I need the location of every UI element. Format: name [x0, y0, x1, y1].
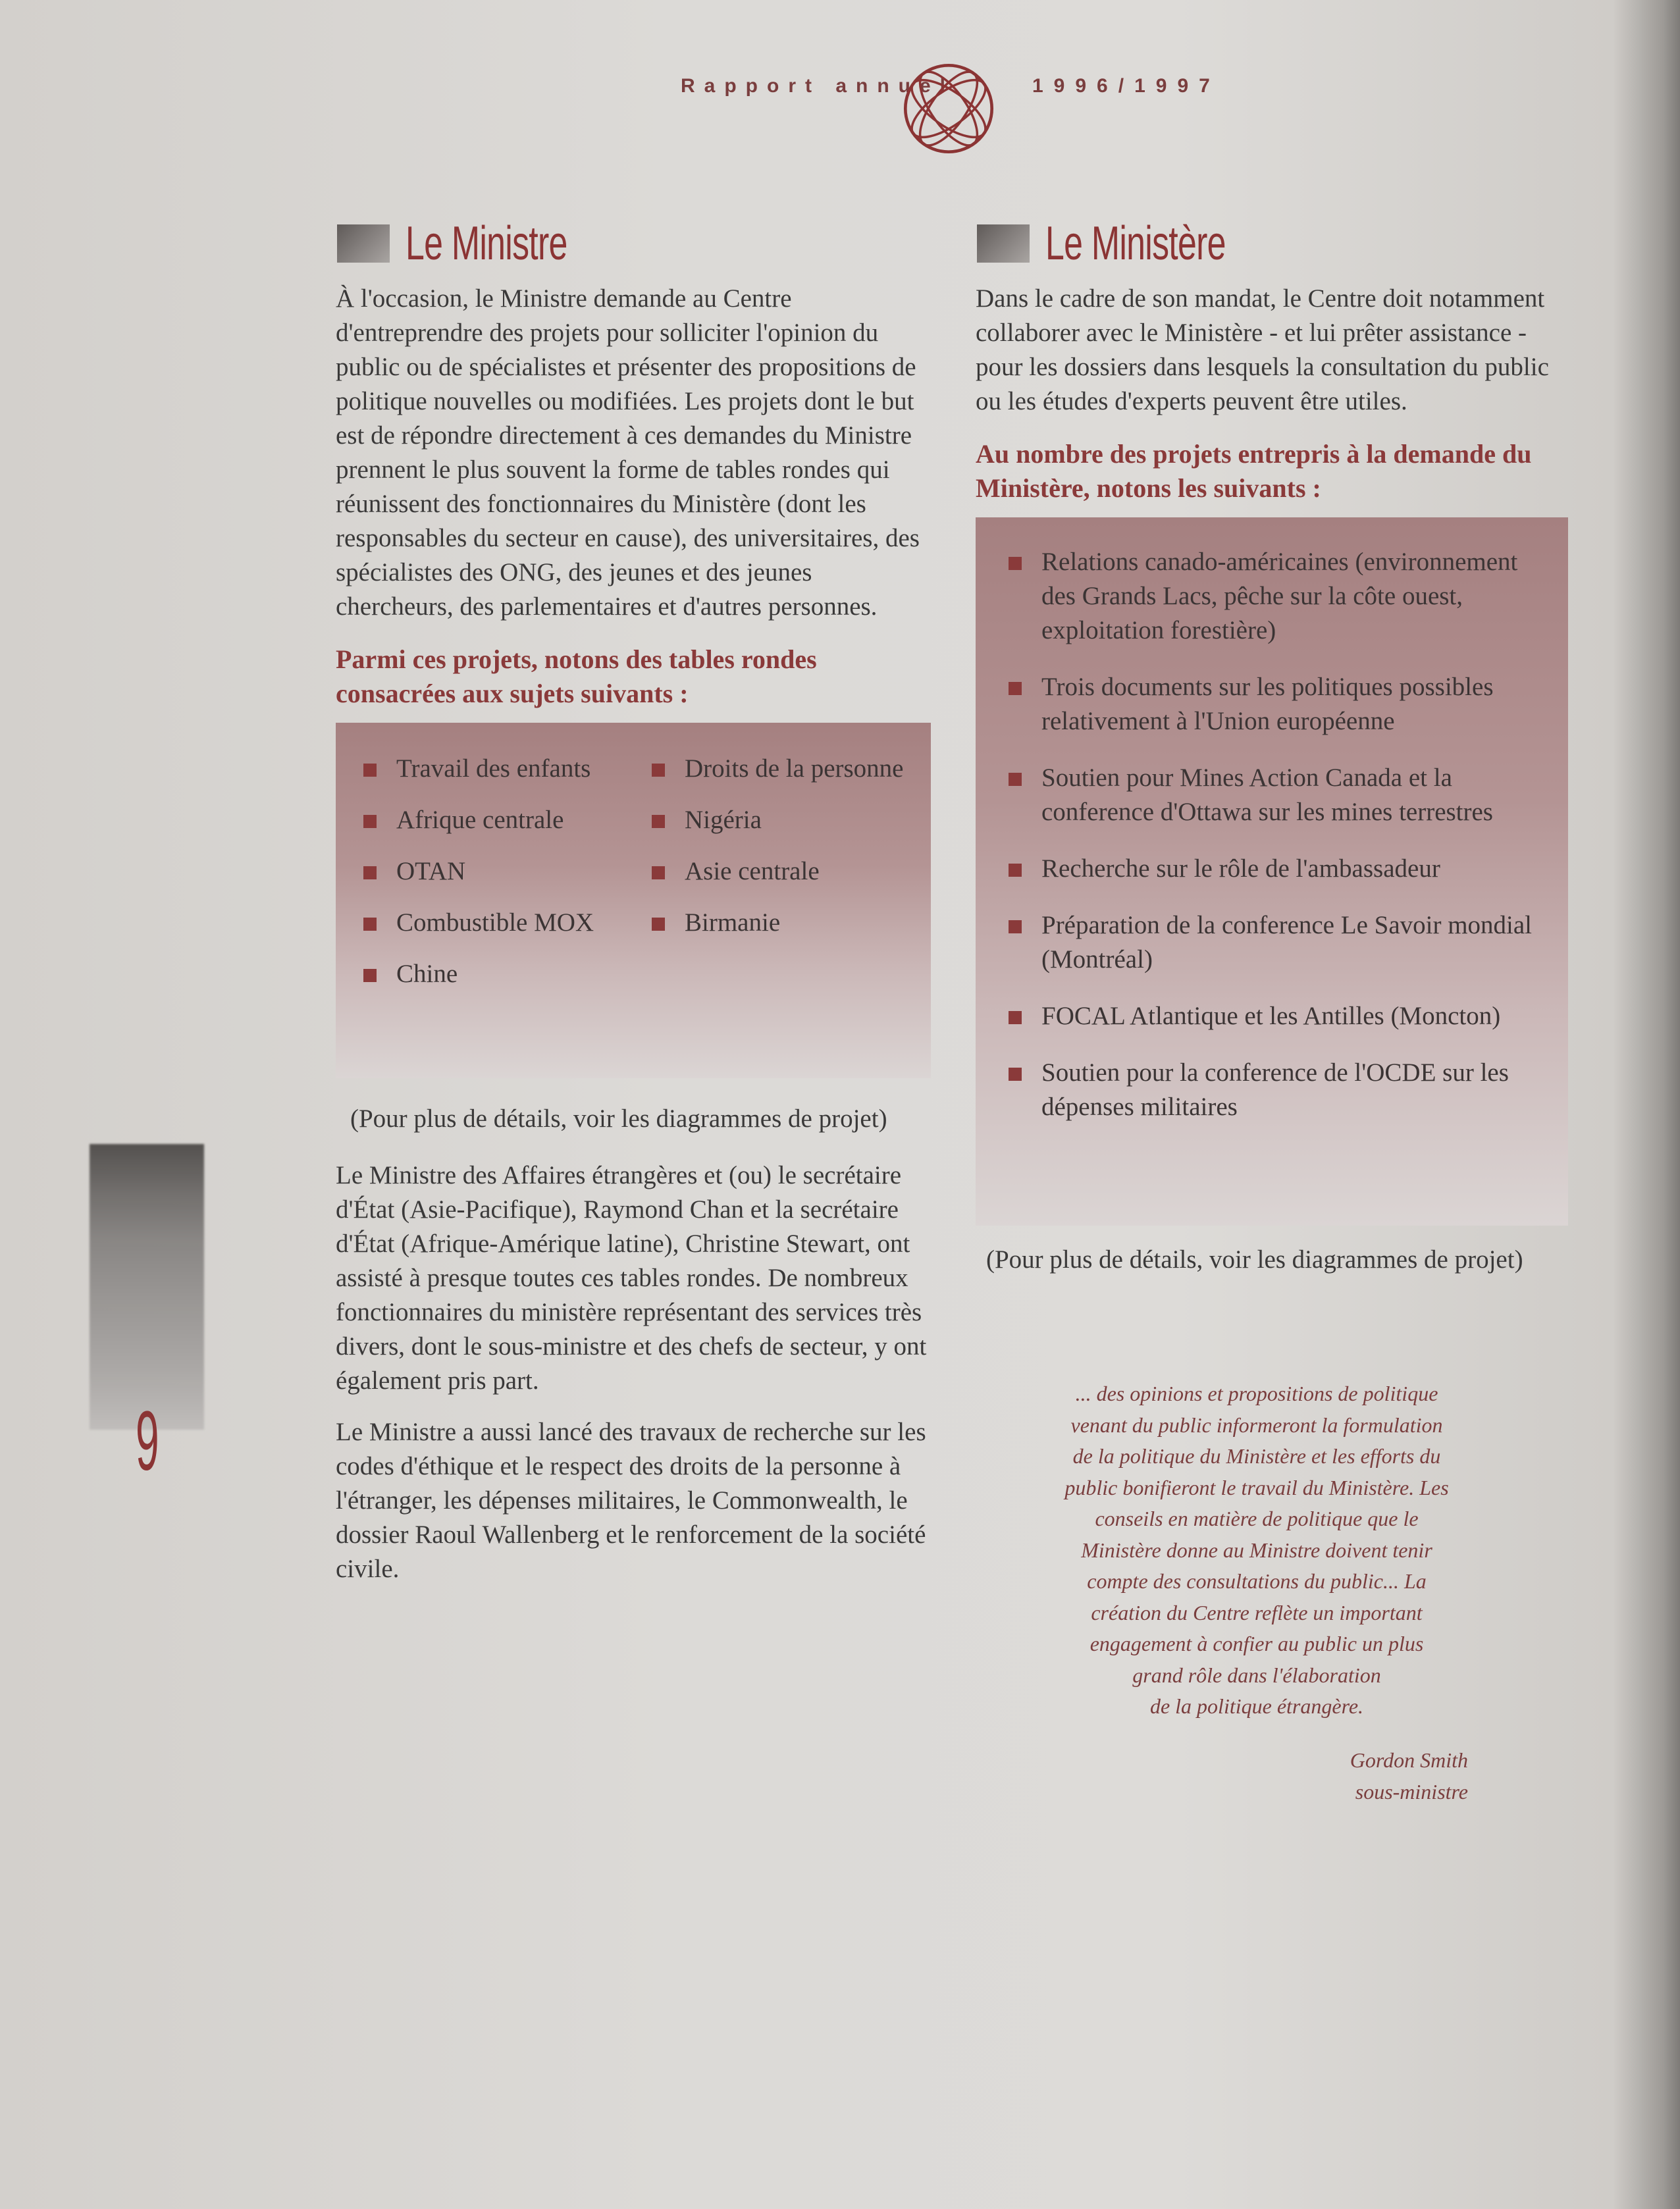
heading-text: Le Ministre [406, 217, 567, 270]
list-item: Birmanie [685, 906, 908, 940]
right-column [976, 211, 1575, 1277]
intro-paragraph: À l'occasion, le Ministre demande au Centre d'entreprendre des projets pour solliciter l'opinion du public ou de spécialistes et présenter des propositions de politique nouvelles ou modifiées. Les projets dont le but est de répondre directement à ces demandes du Ministre prennent le plus souvent la forme de tables rondes qui réunissent des fonctionnaires du Ministère (dont les responsables du secteur en cause), des universitaires, des spécialistes des ONG, des jeunes et des jeunes chercheurs, des parlementaires et d'autres personnes. [336, 284, 920, 621]
quote-line: ... des opinions et propositions de politique [1075, 1382, 1438, 1405]
lead-text: Au nombre des projets entrepris à la demande du Ministère, notons les suivants : [976, 439, 1532, 503]
projects-box [976, 517, 1568, 1226]
details-note: (Pour plus de détails, voir les diagrammes de projet) [350, 1104, 887, 1133]
list-item: Recherche sur le rôle de l'ambassadeur [1041, 852, 1555, 886]
list-item: OTAN [396, 854, 646, 889]
list-item: Afrique centrale [396, 803, 646, 837]
globe-icon [901, 61, 997, 157]
list-item: Nigéria [685, 803, 908, 837]
heading-text: Le Ministère [1045, 217, 1226, 270]
intro-paragraph: Dans le cadre de son mandat, le Centre doit notamment collaborer avec le Ministère - et lui prêter assistance - pour les dossiers dans lesquels la consultation du public ou les études d'experts peuvent être utiles. [976, 284, 1549, 415]
list-item: Droits de la personne [685, 752, 908, 786]
report-title: Rapport annuel [681, 75, 955, 97]
list-item: Travail des enfants [396, 752, 646, 786]
quote-line: Ministère donne au Ministre doivent tenir [1081, 1538, 1432, 1562]
section-heading-ministere [976, 211, 1575, 276]
quote-line: venant du public informeront la formulation [1070, 1413, 1443, 1437]
list-item: FOCAL Atlantique et les Antilles (Moncton) [1041, 999, 1555, 1033]
section-heading-ministre [336, 211, 935, 276]
list-item: Soutien pour Mines Action Canada et la conference d'Ottawa sur les mines terrestres [1041, 761, 1555, 829]
list-item: Chine [396, 957, 646, 991]
list-item: Combustible MOX [396, 906, 646, 940]
research-paragraph: Le Ministre a aussi lancé des travaux de recherche sur les codes d'éthique et le respect des droits de la personne à l'étranger, les dépenses militaires, le Commonwealth, le dossier Raoul Wallenberg et le renforcement de la société civile. [336, 1418, 926, 1583]
list-item: Relations canado-américaines (environnement des Grands Lacs, pêche sur la côte ouest, exploitation forestière) [1041, 545, 1555, 648]
projects-list [1041, 545, 1555, 1147]
quote-line: création du Centre reflète un important [1091, 1600, 1423, 1624]
details-note: (Pour plus de détails, voir les diagrammes de projet) [986, 1245, 1523, 1274]
quote-line: de la politique étrangère. [1149, 1694, 1364, 1718]
quote-line: public bonifieront le travail du Ministère. Les [1064, 1475, 1449, 1499]
list-item: Préparation de la conference Le Savoir mondial (Montréal) [1041, 908, 1555, 977]
quote-line: grand rôle dans l'élaboration [1132, 1663, 1381, 1687]
heading-square-icon [337, 224, 390, 263]
list-item: Soutien pour la conference de l'OCDE sur les dépenses militaires [1041, 1056, 1555, 1124]
lead-text: Parmi ces projets, notons des tables rondes consacrées aux sujets suivants : [336, 644, 817, 708]
quote-line: de la politique du Ministère et les efforts du [1072, 1444, 1441, 1468]
topics-list-col2 [685, 752, 908, 957]
quote-author: Gordon Smith [1350, 1748, 1468, 1772]
quote-author-title: sous-ministre [1355, 1780, 1468, 1804]
attendance-paragraph: Le Ministre des Affaires étrangères et (ou) le secrétaire d'État (Asie-Pacifique), Raymond Chan et la secrétaire d'État (Afrique-Amérique latine), Christine Stewart, ont assisté à presque toutes ces tables rondes. De nombreux fonctionnaires du ministère représentant des services très divers, dont le sous-ministre et des chefs de secteur, y ont également pris part. [336, 1161, 927, 1395]
quote-line: compte des consultations du public... La [1087, 1569, 1427, 1593]
left-column [336, 211, 935, 1586]
heading-square-icon [977, 224, 1030, 263]
side-photo [90, 1144, 204, 1430]
page-header [0, 61, 1680, 153]
quote-line: engagement à confier au public un plus [1089, 1632, 1424, 1655]
pull-quote [1056, 1378, 1457, 1723]
report-year: 1996/1997 [1032, 75, 1221, 97]
quote-line: conseils en matière de politique que le [1095, 1507, 1419, 1530]
topics-list-col1 [396, 752, 646, 1008]
list-item: Trois documents sur les politiques possibles relativement à l'Union européenne [1041, 670, 1555, 739]
page-number: 9 [136, 1394, 159, 1488]
list-item: Asie centrale [685, 854, 908, 889]
quote-signature [1251, 1744, 1468, 1807]
topics-box [336, 723, 931, 1078]
